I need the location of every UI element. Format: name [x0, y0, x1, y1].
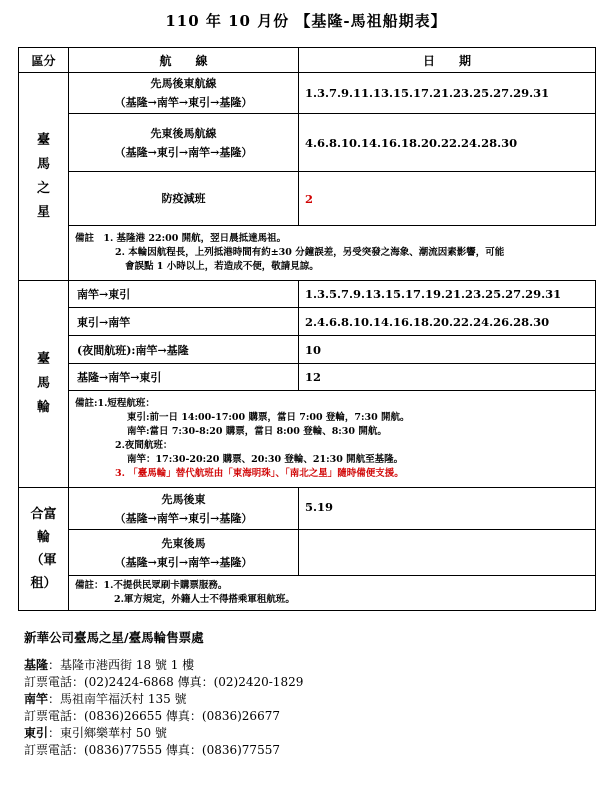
route-path: （基隆→南竿→東引→基隆） — [114, 511, 253, 525]
note-label: 備註 — [75, 233, 95, 244]
route-name: 先東後馬航線 — [150, 126, 217, 140]
route-cell — [69, 488, 299, 530]
note-row — [19, 576, 596, 611]
note-star — [69, 226, 596, 281]
dates-cell: 5.19 — [299, 488, 596, 530]
section-char: 星 — [36, 204, 50, 220]
section-char: （軍 — [30, 552, 57, 568]
dates-cell: 1.3.7.9.11.13.15.17.21.23.25.27.29.31 — [299, 73, 596, 114]
route-cell: (夜間航班):南竿→基隆 — [69, 336, 299, 364]
header-row — [19, 48, 596, 73]
table-row — [19, 73, 596, 114]
note-line-highlight: 3. 「臺馬輪」替代航班由「東海明珠」、「南北之星」隨時備便支援。 — [115, 468, 404, 479]
office-address-text: ：基隆市港西街 18 號 1 樓 — [48, 658, 195, 672]
note-line: 1.不提供民眾刷卡購票服務。 — [103, 580, 228, 591]
note-line: 備註:1.短程航班： — [75, 398, 155, 409]
section-char: 馬 — [36, 376, 50, 391]
note-label: 備註： — [75, 580, 104, 591]
note-line: 2.軍方規定，外籍人士不得搭乘軍租航班。 — [114, 594, 295, 605]
ticket-office-info — [24, 628, 594, 759]
route-cell: 南竿→東引 — [69, 281, 299, 308]
table-row — [19, 364, 596, 391]
section-taima-star — [19, 73, 69, 281]
header-route: 航 線 — [69, 48, 299, 73]
office-name: 南竿 — [24, 692, 49, 706]
note-line: 2.夜間航班： — [115, 440, 173, 451]
table-row — [19, 336, 596, 364]
route-name: 先東後馬 — [161, 536, 206, 550]
route-cell — [69, 530, 299, 576]
page-title: 110 年 10 月份 【基隆-馬祖船期表】 — [165, 12, 447, 30]
table-row — [19, 530, 596, 576]
section-char: 臺 — [36, 352, 50, 367]
header-dates: 日 期 — [299, 48, 596, 73]
route-cell: 防疫減班 — [69, 172, 299, 226]
header-section: 區分 — [19, 48, 69, 73]
table-row — [19, 172, 596, 226]
route-path: （基隆→東引→南竿→基隆） — [114, 555, 253, 569]
section-char: 輪 — [36, 529, 50, 545]
dates-cell: 4.6.8.10.14.16.18.20.22.24.28.30 — [299, 114, 596, 172]
note-taima — [69, 391, 596, 488]
table-row — [19, 114, 596, 172]
office-address — [24, 657, 594, 674]
dates-cell: 12 — [299, 364, 596, 391]
note-row — [19, 226, 596, 281]
office-address-text: ：馬祖南竿福沃村 135 號 — [48, 692, 187, 706]
section-taima — [19, 281, 69, 488]
office-name: 東引 — [24, 726, 49, 740]
note-line: 2. 本輪因航程長，上列抵港時間有約±30 分鐘誤差，另受突發之海象、潮流因素影響，可能 — [115, 247, 505, 258]
route-name: 先馬後東 — [161, 492, 206, 506]
dates-cell: 1.3.5.7.9.13.15.17.19.21.23.25.27.29.31 — [299, 281, 596, 308]
office-address-text: ：東引鄉樂華村 50 號 — [48, 726, 167, 740]
office-address — [24, 725, 594, 742]
section-char: 租） — [30, 575, 57, 591]
section-hefu — [19, 488, 69, 611]
table-row — [19, 488, 596, 530]
note-line: 南竿：17:30-20:20 購票、20:30 登輪、21:30 開航至基隆。 — [127, 454, 404, 465]
route-path: （基隆→南竿→東引→基隆） — [114, 96, 253, 109]
dates-cell — [299, 530, 596, 576]
section-char: 輪 — [36, 400, 50, 415]
route-cell — [69, 73, 299, 114]
dates-cell: 2.4.6.8.10.14.16.18.20.22.24.26.28.30 — [299, 308, 596, 336]
office-phone: 訂票電話：(0836)26655 傳真：(0836)26677 — [24, 709, 280, 723]
section-char: 合富 — [30, 506, 57, 522]
route-path: （基隆→東引→南竿→基隆） — [114, 145, 253, 159]
section-char: 之 — [36, 180, 50, 196]
route-cell — [69, 114, 299, 172]
note-line: 1. 基隆港 22:00 開航，翌日晨抵達馬祖。 — [103, 233, 287, 244]
route-cell: 東引→南竿 — [69, 308, 299, 336]
note-line: 南竿:當日 7:30-8:20 購票，當日 8:00 登輪、8:30 開航。 — [127, 426, 387, 437]
table-row — [19, 281, 596, 308]
schedule-table — [18, 47, 596, 611]
office-phone: 訂票電話：(02)2424-6868 傳真：(02)2420-1829 — [24, 675, 304, 689]
note-line: 會誤點 1 小時以上，若造成不便，敬請見諒。 — [125, 261, 319, 272]
route-cell: 基隆→南竿→東引 — [69, 364, 299, 391]
office-name: 基隆 — [24, 658, 49, 672]
section-char: 臺 — [36, 132, 50, 148]
office-phone: 訂票電話：(0836)77555 傳真：(0836)77557 — [24, 743, 280, 757]
office-address — [24, 691, 594, 708]
route-name: 先馬後東航線 — [150, 77, 217, 90]
note-hefu — [69, 576, 596, 611]
dates-cell: 2 — [299, 172, 596, 226]
dates-cell: 10 — [299, 336, 596, 364]
footer-heading: 新華公司臺馬之星/臺馬輪售票處 — [24, 630, 204, 645]
table-row — [19, 308, 596, 336]
note-line: 東引:前一日 14:00-17:00 購票，當日 7:00 登輪，7:30 開航。 — [127, 412, 410, 423]
section-char: 馬 — [36, 156, 50, 172]
note-row — [19, 391, 596, 488]
